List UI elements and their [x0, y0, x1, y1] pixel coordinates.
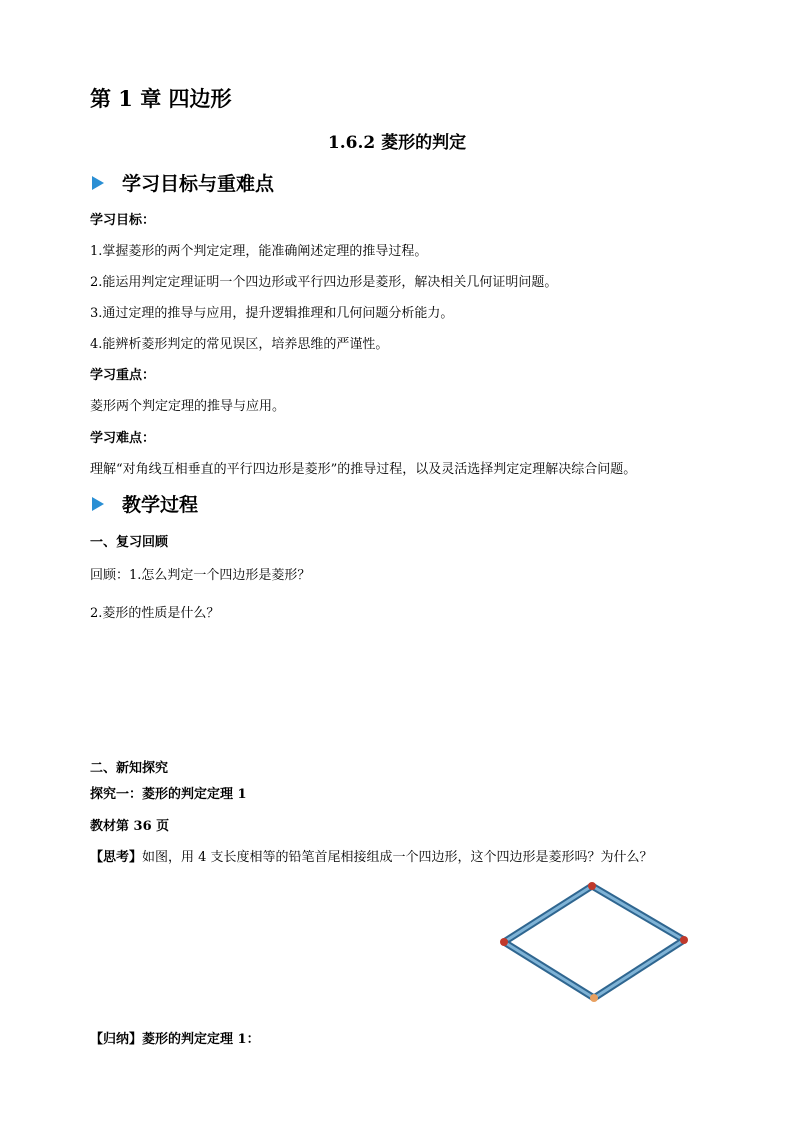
review-question-1: 回顾：1.怎么判定一个四边形是菱形？ — [90, 568, 311, 583]
explore-heading: 二、新知探究 — [90, 761, 169, 776]
section-goals-label: 学习目标与重难点 — [122, 173, 275, 195]
summary-tag: 【归纳】 — [90, 1032, 143, 1047]
summary-paragraph — [90, 1028, 260, 1047]
think-paragraph — [90, 846, 653, 865]
section-goals-heading — [90, 169, 274, 196]
goal-item-1: 1.掌握菱形的两个判定定理，能准确阐述定理的推导过程。 — [90, 244, 428, 259]
textbook-reference: 教材第 36 页 — [90, 819, 170, 834]
difficulties-text: 理解“对角线互相垂直的平行四边形是菱形”的推导过程，以及灵活选择判定定理解决综合问题。 — [90, 462, 637, 477]
vertex-tip-right — [680, 936, 688, 944]
difficulties-label: 学习难点： — [90, 431, 156, 446]
explore-subheading: 探究一：菱形的判定定理 1 — [90, 787, 247, 802]
goal-item-2: 2.能运用判定定理证明一个四边形或平行四边形是菱形，解决相关几何证明问题。 — [90, 275, 558, 290]
review-heading: 一、复习回顾 — [90, 535, 169, 550]
vertex-tip-left — [500, 938, 508, 946]
section-process-label: 教学过程 — [122, 494, 199, 516]
triangle-bullet-icon — [92, 176, 104, 190]
pencil-rhombus-figure — [494, 876, 694, 1008]
think-tag: 【思考】 — [90, 850, 143, 865]
key-points-label: 学习重点： — [90, 368, 156, 383]
goal-item-3: 3.通过定理的推导与应用，提升逻辑推理和几何问题分析能力。 — [90, 306, 454, 321]
triangle-bullet-icon — [92, 497, 104, 511]
section-process-heading — [90, 490, 198, 517]
chapter-heading: 第 1 章 四边形 — [90, 86, 232, 111]
goal-item-4: 4.能辨析菱形判定的常见误区，培养思维的严谨性。 — [90, 337, 389, 352]
think-text: 如图，用 4 支长度相等的铅笔首尾相接组成一个四边形，这个四边形是菱形吗？为什么？ — [142, 850, 653, 865]
review-question-2: 2.菱形的性质是什么？ — [90, 606, 220, 621]
goals-label: 学习目标： — [90, 213, 156, 228]
lesson-title: 1.6.2 菱形的判定 — [327, 133, 467, 153]
vertex-tip-top — [588, 882, 596, 890]
summary-text: 菱形的判定定理 1： — [142, 1032, 260, 1047]
vertex-tip-bottom — [590, 994, 598, 1002]
key-points-text: 菱形两个判定定理的推导与应用。 — [90, 399, 286, 414]
